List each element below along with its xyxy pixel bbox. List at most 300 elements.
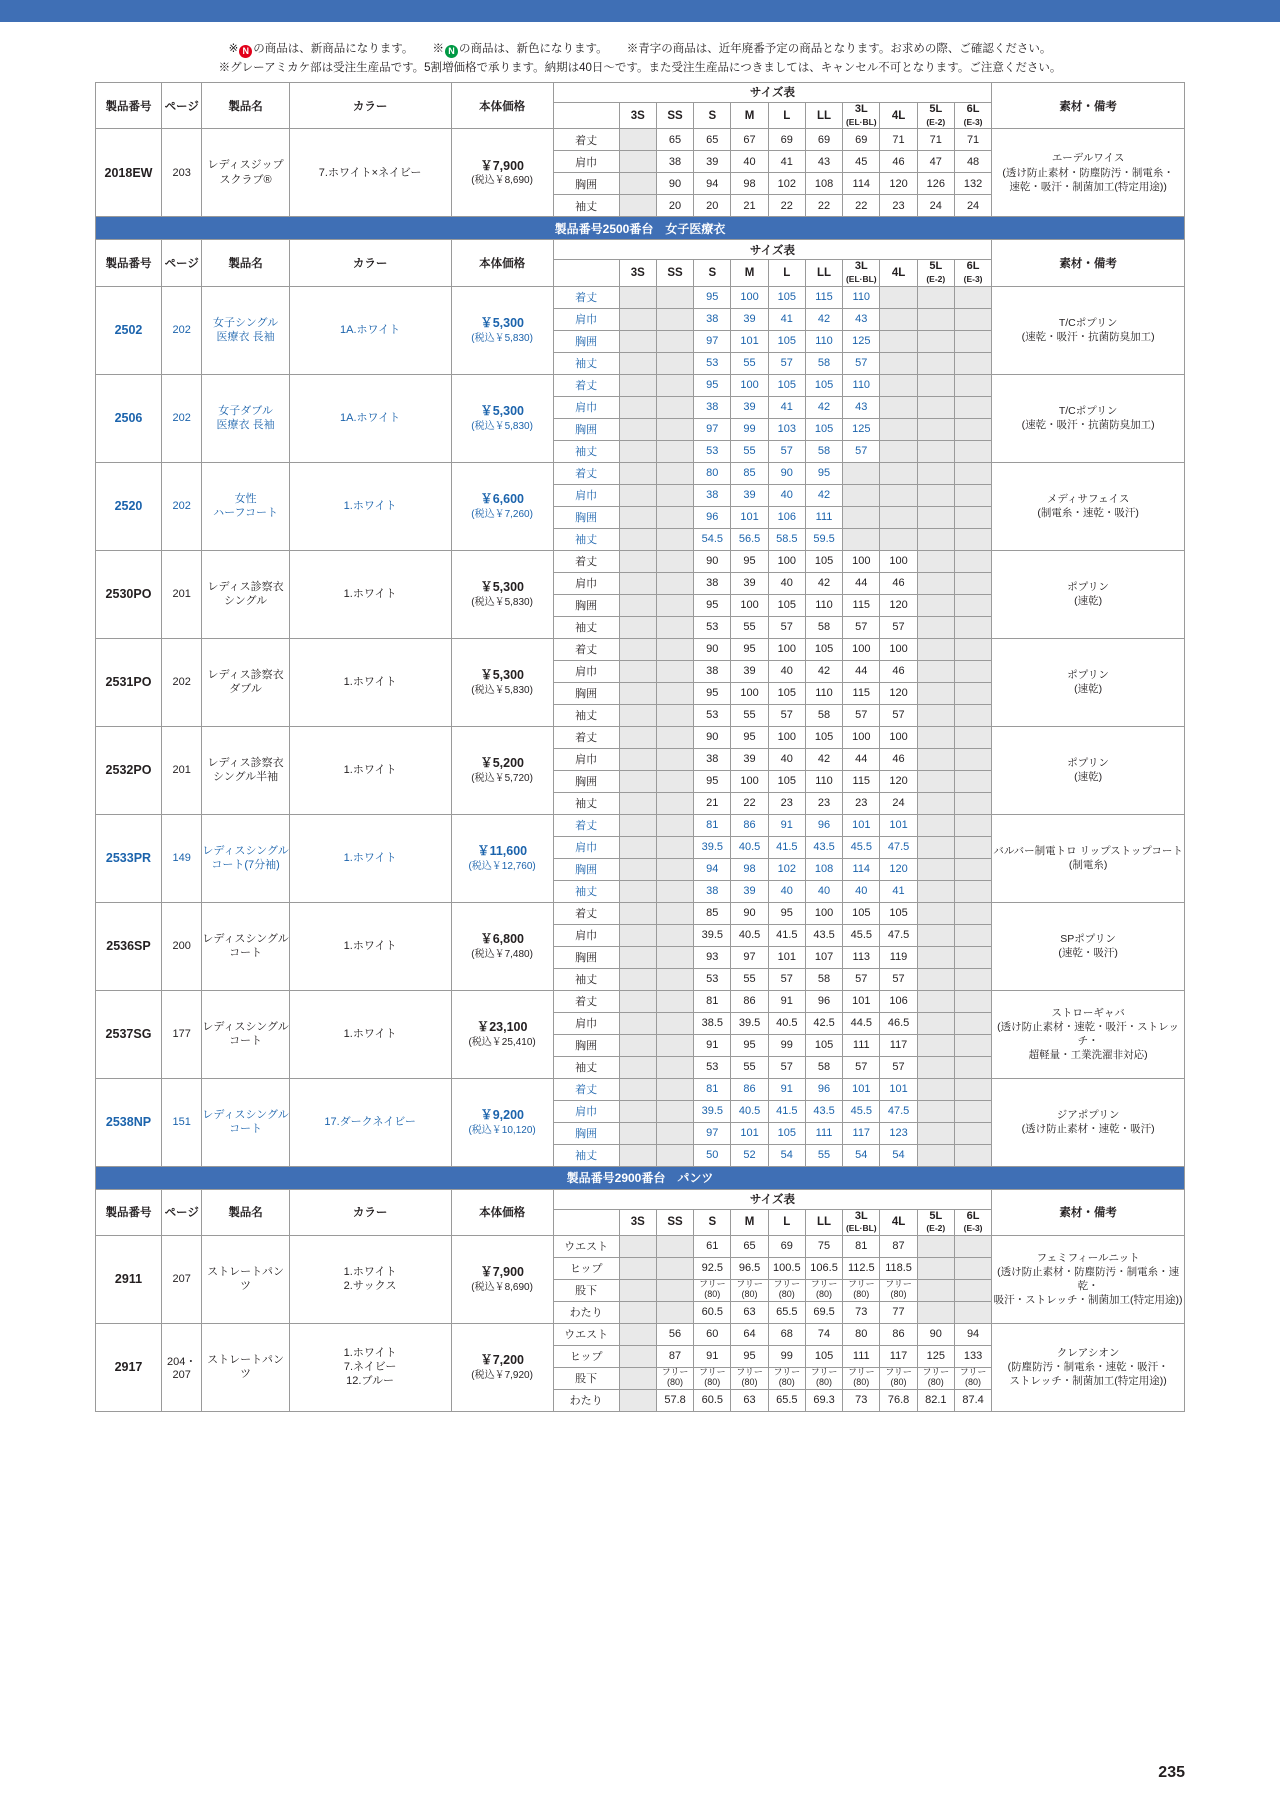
table-wrap	[0, 82, 1280, 1412]
product-material: ポプリン (速乾)	[992, 638, 1185, 726]
measure-value: 90	[656, 173, 693, 195]
measure-value: 117	[843, 1122, 880, 1144]
measure-value: 58	[805, 440, 842, 462]
product-material: バルバー制電トロ リップストップコート (制電糸)	[992, 814, 1185, 902]
measure-value: 46	[880, 660, 917, 682]
measure-value	[843, 462, 880, 484]
header-color: カラー	[289, 240, 451, 286]
table-row	[96, 990, 1185, 1012]
header-size-blank	[553, 102, 619, 128]
measure-value	[917, 748, 954, 770]
measure-value	[917, 1122, 954, 1144]
measure-value: 21	[731, 195, 768, 217]
measure-value	[880, 374, 917, 396]
measure-value: 55	[731, 1056, 768, 1078]
measure-value	[954, 374, 991, 396]
measure-value: フリー (80)	[768, 1279, 805, 1301]
measure-value: 50	[694, 1144, 731, 1166]
measure-value	[954, 1100, 991, 1122]
measure-value: 58.5	[768, 528, 805, 550]
measure-value: 95	[731, 1034, 768, 1056]
product-price: ￥5,300 (税込￥5,830)	[451, 374, 553, 462]
measure-value: 38	[656, 151, 693, 173]
measure-value: 120	[880, 594, 917, 616]
measure-value: 106	[880, 990, 917, 1012]
measure-value	[656, 396, 693, 418]
measure-label: 袖丈	[553, 352, 619, 374]
header-size-6L: 6L (E-3)	[954, 1209, 991, 1235]
header-size-M: M	[731, 1209, 768, 1235]
header-size-3S: 3S	[619, 1209, 656, 1235]
measure-value: 105	[880, 902, 917, 924]
measure-value: 105	[805, 550, 842, 572]
measure-value: 96.5	[731, 1257, 768, 1279]
measure-label: ウエスト	[553, 1235, 619, 1257]
measure-value	[954, 572, 991, 594]
measure-value: 45.5	[843, 924, 880, 946]
measure-value: 41	[768, 308, 805, 330]
note-text-new-color: の商品は、新色になります。	[459, 43, 608, 55]
product-material: フェミフィールニット (透け防止素材・防塵防汚・制電糸・速乾・ 吸汗・ストレッチ・制菌加工(特定用途))	[992, 1235, 1185, 1323]
measure-value	[619, 286, 656, 308]
measure-value: 96	[805, 990, 842, 1012]
measure-value: 69	[768, 1235, 805, 1257]
measure-value	[656, 748, 693, 770]
note-prefix-1: ※	[228, 43, 239, 55]
measure-value	[619, 594, 656, 616]
notes-line-2	[95, 59, 1185, 78]
measure-value: 56.5	[731, 528, 768, 550]
product-material: SPポプリン (速乾・吸汗)	[992, 902, 1185, 990]
measure-value: 57	[880, 968, 917, 990]
product-page: 200	[161, 902, 201, 990]
measure-value	[954, 748, 991, 770]
product-material: クレアシオン (防塵防汚・制電糸・速乾・吸汗・ ストレッチ・制菌加工(特定用途))	[992, 1323, 1185, 1411]
measure-value: 125	[917, 1345, 954, 1367]
new-color-icon: N	[445, 45, 458, 58]
measure-value	[619, 990, 656, 1012]
measure-value	[843, 484, 880, 506]
measure-value: 100	[731, 374, 768, 396]
measure-value: 126	[917, 173, 954, 195]
measure-value: 39	[731, 880, 768, 902]
measure-value: 69.5	[805, 1301, 842, 1323]
measure-value: 100	[805, 902, 842, 924]
note-prefix-3: ※	[626, 43, 639, 55]
measure-value	[619, 1122, 656, 1144]
measure-value: 65	[694, 129, 731, 151]
measure-value	[917, 594, 954, 616]
measure-value: 100	[731, 286, 768, 308]
measure-value	[656, 880, 693, 902]
measure-value: 95	[694, 682, 731, 704]
measure-value	[619, 173, 656, 195]
measure-value	[619, 195, 656, 217]
measure-value: 38	[694, 880, 731, 902]
measure-value: 86	[731, 814, 768, 836]
measure-value: 97	[694, 330, 731, 352]
product-color: 17.ダークネイビー	[289, 1078, 451, 1166]
table-header-row	[96, 240, 1185, 260]
measure-value	[656, 506, 693, 528]
header-size-5L: 5L (E-2)	[917, 102, 954, 128]
measure-value: 111	[843, 1034, 880, 1056]
measure-label: ウエスト	[553, 1323, 619, 1345]
measure-value	[656, 836, 693, 858]
measure-value	[656, 440, 693, 462]
measure-value	[917, 616, 954, 638]
measure-value: 58	[805, 968, 842, 990]
measure-label: 胸囲	[553, 946, 619, 968]
note-text-made-to-order: ※グレーアミカケ部は受注生産品です。5割増価格で承ります。納期は40日～です。また受注生産品につきましては、キャンセル不可となります。ご注意ください。	[218, 61, 1062, 74]
measure-value: 105	[768, 330, 805, 352]
measure-label: 着丈	[553, 462, 619, 484]
measure-value: 38	[694, 572, 731, 594]
measure-label: 胸囲	[553, 1122, 619, 1144]
measure-value	[917, 638, 954, 660]
measure-value	[656, 1122, 693, 1144]
measure-value: 58	[805, 352, 842, 374]
measure-label: 着丈	[553, 638, 619, 660]
measure-value: 55	[731, 968, 768, 990]
measure-value	[954, 770, 991, 792]
product-price: ￥9,200 (税込￥10,120)	[451, 1078, 553, 1166]
section-bar-label: 製品番号2900番台 パンツ	[96, 1166, 1185, 1189]
measure-value: 48	[954, 151, 991, 173]
measure-value: 125	[843, 330, 880, 352]
product-name: レディス診察衣 シングル	[202, 550, 289, 638]
measure-value: 105	[768, 594, 805, 616]
measure-value: 106	[768, 506, 805, 528]
measure-value: 101	[731, 506, 768, 528]
measure-value	[917, 1235, 954, 1257]
measure-value: 57	[768, 440, 805, 462]
header-size-L: L	[768, 1209, 805, 1235]
measure-value: 85	[731, 462, 768, 484]
measure-value: 110	[805, 682, 842, 704]
measure-value	[954, 1279, 991, 1301]
measure-value	[917, 286, 954, 308]
measure-value: 111	[805, 1122, 842, 1144]
measure-value	[954, 506, 991, 528]
product-page: 203	[161, 129, 201, 217]
measure-value	[954, 418, 991, 440]
measure-value	[917, 1257, 954, 1279]
measure-label: 胸囲	[553, 330, 619, 352]
notes-line-1	[95, 40, 1185, 59]
measure-value: 90	[768, 462, 805, 484]
measure-value	[656, 792, 693, 814]
measure-value: 91	[694, 1034, 731, 1056]
measure-value	[843, 506, 880, 528]
measure-value: 95	[768, 902, 805, 924]
measure-label: 肩巾	[553, 151, 619, 173]
measure-value: 110	[843, 374, 880, 396]
measure-value: 93	[694, 946, 731, 968]
measure-value	[656, 286, 693, 308]
measure-value: 39	[731, 660, 768, 682]
measure-value	[619, 374, 656, 396]
header-size-table: サイズ表	[553, 82, 992, 102]
measure-label: 袖丈	[553, 880, 619, 902]
product-code: 2917	[96, 1323, 162, 1411]
measure-value	[954, 594, 991, 616]
measure-value	[656, 1235, 693, 1257]
measure-value: フリー (80)	[768, 1367, 805, 1389]
measure-label: 着丈	[553, 990, 619, 1012]
measure-value: 44	[843, 748, 880, 770]
measure-value: 38	[694, 308, 731, 330]
measure-value	[917, 396, 954, 418]
measure-value: 115	[843, 770, 880, 792]
product-name: 女子シングル 医療衣 長袖	[202, 286, 289, 374]
measure-value	[656, 330, 693, 352]
measure-value	[619, 1301, 656, 1323]
measure-value	[619, 704, 656, 726]
measure-value: 75	[805, 1235, 842, 1257]
table-row	[96, 1323, 1185, 1345]
table-row	[96, 550, 1185, 572]
measure-value	[954, 484, 991, 506]
header-color: カラー	[289, 82, 451, 128]
measure-value	[656, 1144, 693, 1166]
product-code: 2530PO	[96, 550, 162, 638]
measure-value	[656, 550, 693, 572]
measure-value: 95	[731, 638, 768, 660]
measure-value	[917, 572, 954, 594]
measure-value: 101	[768, 946, 805, 968]
measure-value: 46.5	[880, 1012, 917, 1034]
measure-value: 105	[805, 726, 842, 748]
measure-value: フリー (80)	[954, 1367, 991, 1389]
measure-value: 92.5	[694, 1257, 731, 1279]
header-size-LL: LL	[805, 102, 842, 128]
measure-value: 95	[694, 594, 731, 616]
measure-value: 38	[694, 484, 731, 506]
section-bar-row	[96, 1166, 1185, 1189]
product-page: 204・ 207	[161, 1323, 201, 1411]
measure-value	[656, 968, 693, 990]
measure-value	[656, 374, 693, 396]
measure-value	[917, 726, 954, 748]
measure-value	[954, 1056, 991, 1078]
measure-value	[619, 1367, 656, 1389]
measure-value: 80	[694, 462, 731, 484]
measure-value: 64	[731, 1323, 768, 1345]
product-name: レディス診察衣 シングル半袖	[202, 726, 289, 814]
measure-value	[656, 1056, 693, 1078]
measure-label: 肩巾	[553, 836, 619, 858]
measure-value: 61	[694, 1235, 731, 1257]
measure-value: フリー (80)	[731, 1279, 768, 1301]
measure-value: 99	[768, 1034, 805, 1056]
measure-value	[619, 792, 656, 814]
measure-value: 47	[917, 151, 954, 173]
measure-value	[656, 924, 693, 946]
measure-value: 39.5	[694, 1100, 731, 1122]
header-code: 製品番号	[96, 1189, 162, 1235]
measure-value: 57	[843, 1056, 880, 1078]
header-name: 製品名	[202, 1189, 289, 1235]
measure-value: 94	[694, 173, 731, 195]
table-row	[96, 374, 1185, 396]
measure-value: 40.5	[731, 924, 768, 946]
measure-value	[619, 968, 656, 990]
measure-value: 65.5	[768, 1301, 805, 1323]
measure-value: 101	[843, 1078, 880, 1100]
measure-value: 57.8	[656, 1389, 693, 1411]
measure-value: 63	[731, 1389, 768, 1411]
measure-value	[619, 440, 656, 462]
measure-value	[619, 151, 656, 173]
measure-value: 76.8	[880, 1389, 917, 1411]
measure-value	[917, 880, 954, 902]
measure-value	[917, 418, 954, 440]
header-size-M: M	[731, 260, 768, 286]
header-size-4L: 4L	[880, 1209, 917, 1235]
measure-value: 98	[731, 858, 768, 880]
measure-value: 73	[843, 1389, 880, 1411]
measure-value: 74	[805, 1323, 842, 1345]
measure-value	[917, 968, 954, 990]
measure-value: 87	[656, 1345, 693, 1367]
measure-value	[917, 1034, 954, 1056]
measure-value: 23	[805, 792, 842, 814]
measure-label: 袖丈	[553, 528, 619, 550]
measure-value	[954, 330, 991, 352]
measure-value: 85	[694, 902, 731, 924]
measure-value: 55	[731, 704, 768, 726]
header-size-table: サイズ表	[553, 1189, 992, 1209]
product-color: 1.ホワイト	[289, 550, 451, 638]
measure-value: 38	[694, 396, 731, 418]
measure-value: 100	[843, 726, 880, 748]
measure-value: 115	[843, 682, 880, 704]
measure-value	[656, 616, 693, 638]
header-color: カラー	[289, 1189, 451, 1235]
measure-value: 105	[805, 374, 842, 396]
measure-value	[954, 726, 991, 748]
measure-value: 71	[917, 129, 954, 151]
measure-value	[954, 946, 991, 968]
measure-label: ヒップ	[553, 1257, 619, 1279]
measure-value	[880, 440, 917, 462]
header-size-3S: 3S	[619, 102, 656, 128]
measure-value: 91	[694, 1345, 731, 1367]
measure-value	[656, 308, 693, 330]
measure-value: 46	[880, 572, 917, 594]
product-code: 2911	[96, 1235, 162, 1323]
measure-value: 44	[843, 660, 880, 682]
measure-value: 55	[731, 616, 768, 638]
measure-value	[954, 682, 991, 704]
measure-value	[656, 638, 693, 660]
measure-value: 110	[805, 770, 842, 792]
measure-value: 65.5	[768, 1389, 805, 1411]
measure-value: 87.4	[954, 1389, 991, 1411]
measure-value	[619, 462, 656, 484]
product-material: メディサフェイス (制電糸・速乾・吸汗)	[992, 462, 1185, 550]
measure-value	[917, 660, 954, 682]
measure-value: 110	[843, 286, 880, 308]
measure-value: 97	[694, 418, 731, 440]
measure-value: 42	[805, 484, 842, 506]
measure-value	[656, 660, 693, 682]
product-page: 202	[161, 286, 201, 374]
measure-value	[917, 1078, 954, 1100]
measure-value	[880, 506, 917, 528]
measure-value: 95	[694, 770, 731, 792]
product-price: ￥5,300 (税込￥5,830)	[451, 286, 553, 374]
measure-value: 100	[880, 638, 917, 660]
measure-value: 118.5	[880, 1257, 917, 1279]
measure-value: 132	[954, 173, 991, 195]
measure-label: 肩巾	[553, 1012, 619, 1034]
measure-value: 53	[694, 616, 731, 638]
measure-value	[656, 1078, 693, 1100]
measure-value: 39	[731, 484, 768, 506]
measure-value: 120	[880, 173, 917, 195]
measure-value: 54	[768, 1144, 805, 1166]
header-size-M: M	[731, 102, 768, 128]
measure-value	[619, 1144, 656, 1166]
product-name: レディスジップ スクラブ®	[202, 129, 289, 217]
measure-value: 41.5	[768, 924, 805, 946]
measure-value: 96	[805, 814, 842, 836]
measure-value: 114	[843, 173, 880, 195]
measure-value: 115	[805, 286, 842, 308]
measure-value	[656, 858, 693, 880]
measure-label: 胸囲	[553, 858, 619, 880]
measure-value: 40.5	[768, 1012, 805, 1034]
measure-value: 97	[731, 946, 768, 968]
product-code: 2532PO	[96, 726, 162, 814]
measure-value	[656, 572, 693, 594]
measure-label: 袖丈	[553, 1056, 619, 1078]
measure-value	[619, 308, 656, 330]
table-row	[96, 462, 1185, 484]
measure-value	[917, 704, 954, 726]
measure-value	[954, 924, 991, 946]
measure-value: フリー (80)	[805, 1279, 842, 1301]
product-code: 2502	[96, 286, 162, 374]
measure-value: 99	[731, 418, 768, 440]
note-text-discontinued: 青字の商品は、近年廃番予定の商品となります。お求めの際、ご確認ください。	[638, 43, 1052, 55]
measure-value: 57	[880, 616, 917, 638]
measure-value	[619, 858, 656, 880]
header-page: ページ	[161, 1189, 201, 1235]
measure-value: 58	[805, 1056, 842, 1078]
note-text-new-product: の商品は、新商品になります。	[253, 43, 414, 55]
measure-value: 21	[694, 792, 731, 814]
measure-value: 133	[954, 1345, 991, 1367]
header-size-blank	[553, 260, 619, 286]
measure-value: 45	[843, 151, 880, 173]
measure-value	[880, 308, 917, 330]
measure-value: 39	[731, 748, 768, 770]
measure-value	[619, 1323, 656, 1345]
measure-label: 着丈	[553, 129, 619, 151]
measure-value	[954, 880, 991, 902]
measure-value: 40	[843, 880, 880, 902]
measure-value: 39	[731, 396, 768, 418]
measure-value	[917, 308, 954, 330]
measure-value	[917, 550, 954, 572]
product-price: ￥5,300 (税込￥5,830)	[451, 638, 553, 726]
product-code: 2538NP	[96, 1078, 162, 1166]
product-material: T/Cポプリン (速乾・吸汗・抗菌防臭加工)	[992, 286, 1185, 374]
measure-value: 113	[843, 946, 880, 968]
